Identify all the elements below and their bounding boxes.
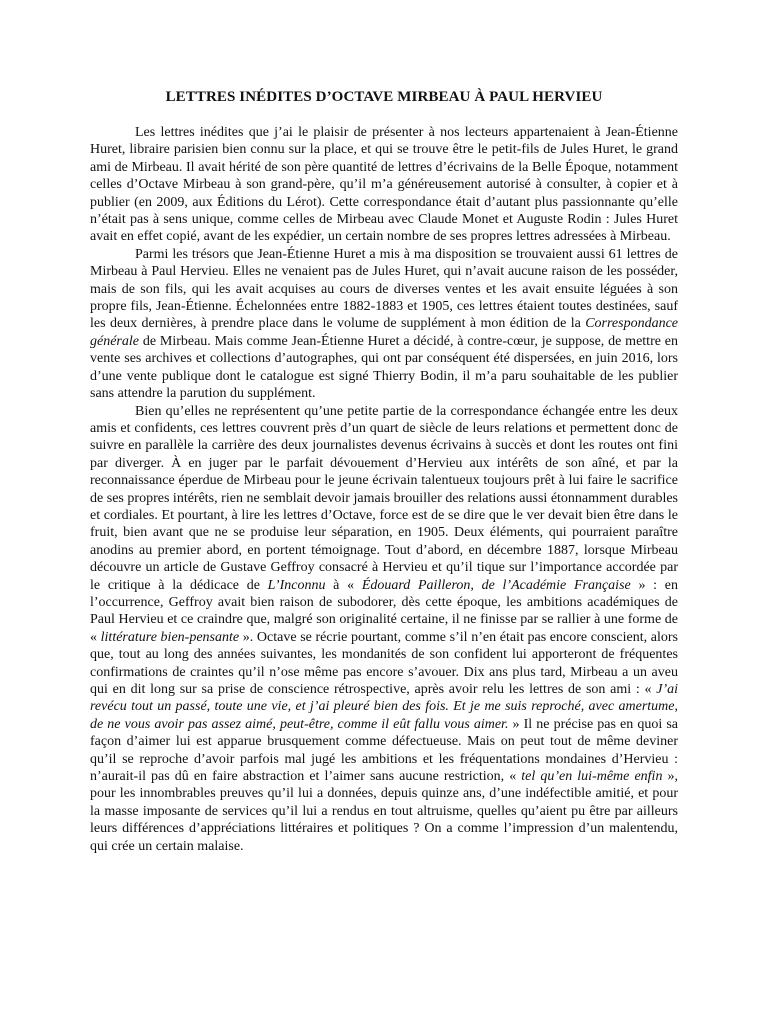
text-run: Les lettres inédites que j’ai le plaisir de présenter à nos lecteurs appartenaient à Jean-Étienne Huret, libraire parisien bien connu sur la place, et qui se trouve être le petit-fils de Jules Huret, le grand ami de Mirbeau. Il avait hérité de son père quantité de lettres d’écrivains de la Belle Époque, notamment celles d’Octave Mirbeau à son grand-père, qu’il m’a généreusement autorisé à consulter, à copier et à publier (en 2009, aux Éditions du Lérot). Cette correspondance était d’autant plus passionnante qu’elle n’était pas à sens unique, comme celles de Mirbeau avec Claude Monet et Auguste Rodin : Jules Huret avait en effet copié, avant de les expédier, un certain nombre de ses propres lettres adressées à Mirbeau. <box>90 125 678 245</box>
text-run: ». Octave se récrie pourtant, comme s’il n’en était pas encore conscient, alors que, tout au long des années suivantes, les mondanités de son confident lui apporteront de fréquentes confirmations de craintes qu’il n’ose même pas encore s’avouer. Dix ans plus tard, Mirbeau a un aveu qui en dit long sur sa prise de conscience rétrospective, après avoir relu les lettres de son ami : « <box>90 629 678 697</box>
italic-text: Édouard Pailleron, de l’Académie Française <box>361 577 631 593</box>
text-run: » : en l’occurrence, Geffroy avait bien raison de subodorer, dès cette époque, les ambitions académiques de Paul Hervieu et ce craindre que, malgré son originalité certaine, il ne finisse par se rallier à une forme de « <box>90 577 678 645</box>
paragraph-2 <box>90 246 678 403</box>
italic-text: J’ai revécu tout un passé, toute une vie, et j’ai pleuré bien des fois. Et je me suis reproché, avec amertume, de ne vous avoir pas assez aimé, peut-être, comme il eût fallu vous aimer. <box>90 682 678 732</box>
text-run: à « <box>325 577 362 593</box>
italic-text: L’Inconnu <box>267 577 326 593</box>
italic-text: Correspondance générale <box>90 316 678 349</box>
text-run: Bien qu’elles ne représentent qu’une petite partie de la correspondance échangée entre les deux amis et confidents, ces lettres couvrent près d’un quart de siècle de leurs relations et permettent donc de suivre en parallèle la carrière des deux journalistes devenus écrivains à succès et dont les routes ont fini par diverger. À en juger par le parfait dévouement d’Hervieu aux intérêts de son aîné, et par la reconnaissance éperdue de Mirbeau pour le jeune écrivain talentueux toujours prêt à lui faire le sacrifice de ses propres intérêts, rien ne semblait devoir jamais brouiller des relations aussi étonnamment durables et cordiales. Et pourtant, à lire les lettres d’Octave, force est de se dire que le ver devait bien être dans le fruit, bien avant que ne se produise leur séparation, en 1905. Deux éléments, qui pourraient paraître anodins au premier abord, en portent témoignage. Tout d’abord, en décembre 1887, lorsque Mirbeau découvre un article de Gustave Geffroy consacré à Hervieu et qu’il tique sur l’importance accordée par le critique à la dédicace de <box>90 403 678 593</box>
italic-text: littérature bien-pensante <box>100 629 240 645</box>
text-run: » Il ne précise pas en quoi sa façon d’aimer lui est apparue brusquement comme défectueuse. Mais on peut tout de même deviner qu’il se reproche d’avoir parfois mal jugé les ambitions et les fréquentations mondaines d’Hervieu : n’aurait-il pas dû en faire abstraction et l’aimer sans aucune restriction, « <box>90 716 678 785</box>
text-run: de Mirbeau. Mais comme Jean-Étienne Huret a décidé, à contre-cœur, je suppose, de mettre en vente ses archives et collections d’autographes, qui ont par conséquent été dispersées, en juin 2016, lors d’une vente publique dont le catalogue est signé Thierry Bodin, il m’a paru souhaitable de les publier sans attendre la parution du supplément. <box>90 333 678 402</box>
document-body <box>90 124 678 855</box>
document-title: LETTRES INÉDITES D’OCTAVE MIRBEAU À PAUL HERVIEU <box>165 89 603 105</box>
italic-text: tel qu’en lui-même enfin <box>521 769 663 785</box>
text-run: », pour les innombrables preuves qu’il lui a données, depuis quinze ans, d’une indéfectible amitié, et pour la masse imposante de services qu’il lui a rendus en tout altruisme, quelles qu’aient pu être par ailleurs leurs différences d’appréciations littéraires et politiques ? On a comme l’impression d’un malentendu, qui crée un certain malaise. <box>90 769 679 854</box>
paragraph-1 <box>90 124 678 246</box>
paragraph-3 <box>90 403 678 856</box>
text-run: Parmi les trésors que Jean-Étienne Huret a mis à ma disposition se trouvaient aussi 61 lettres de Mirbeau à Paul Hervieu. Elles ne venaient pas de Jules Huret, qui n’avait aucune raison de les posséder, mais de son fils, qui les avait acquises au cours de diverses ventes et les avait ensuite léguées à son propre fils, Jean-Étienne. Échelonnées entre 1882-1883 et 1905, ces lettres étaient toutes destinées, sauf les deux dernières, à prendre place dans le volume de supplément à mon édition de la <box>90 246 678 332</box>
